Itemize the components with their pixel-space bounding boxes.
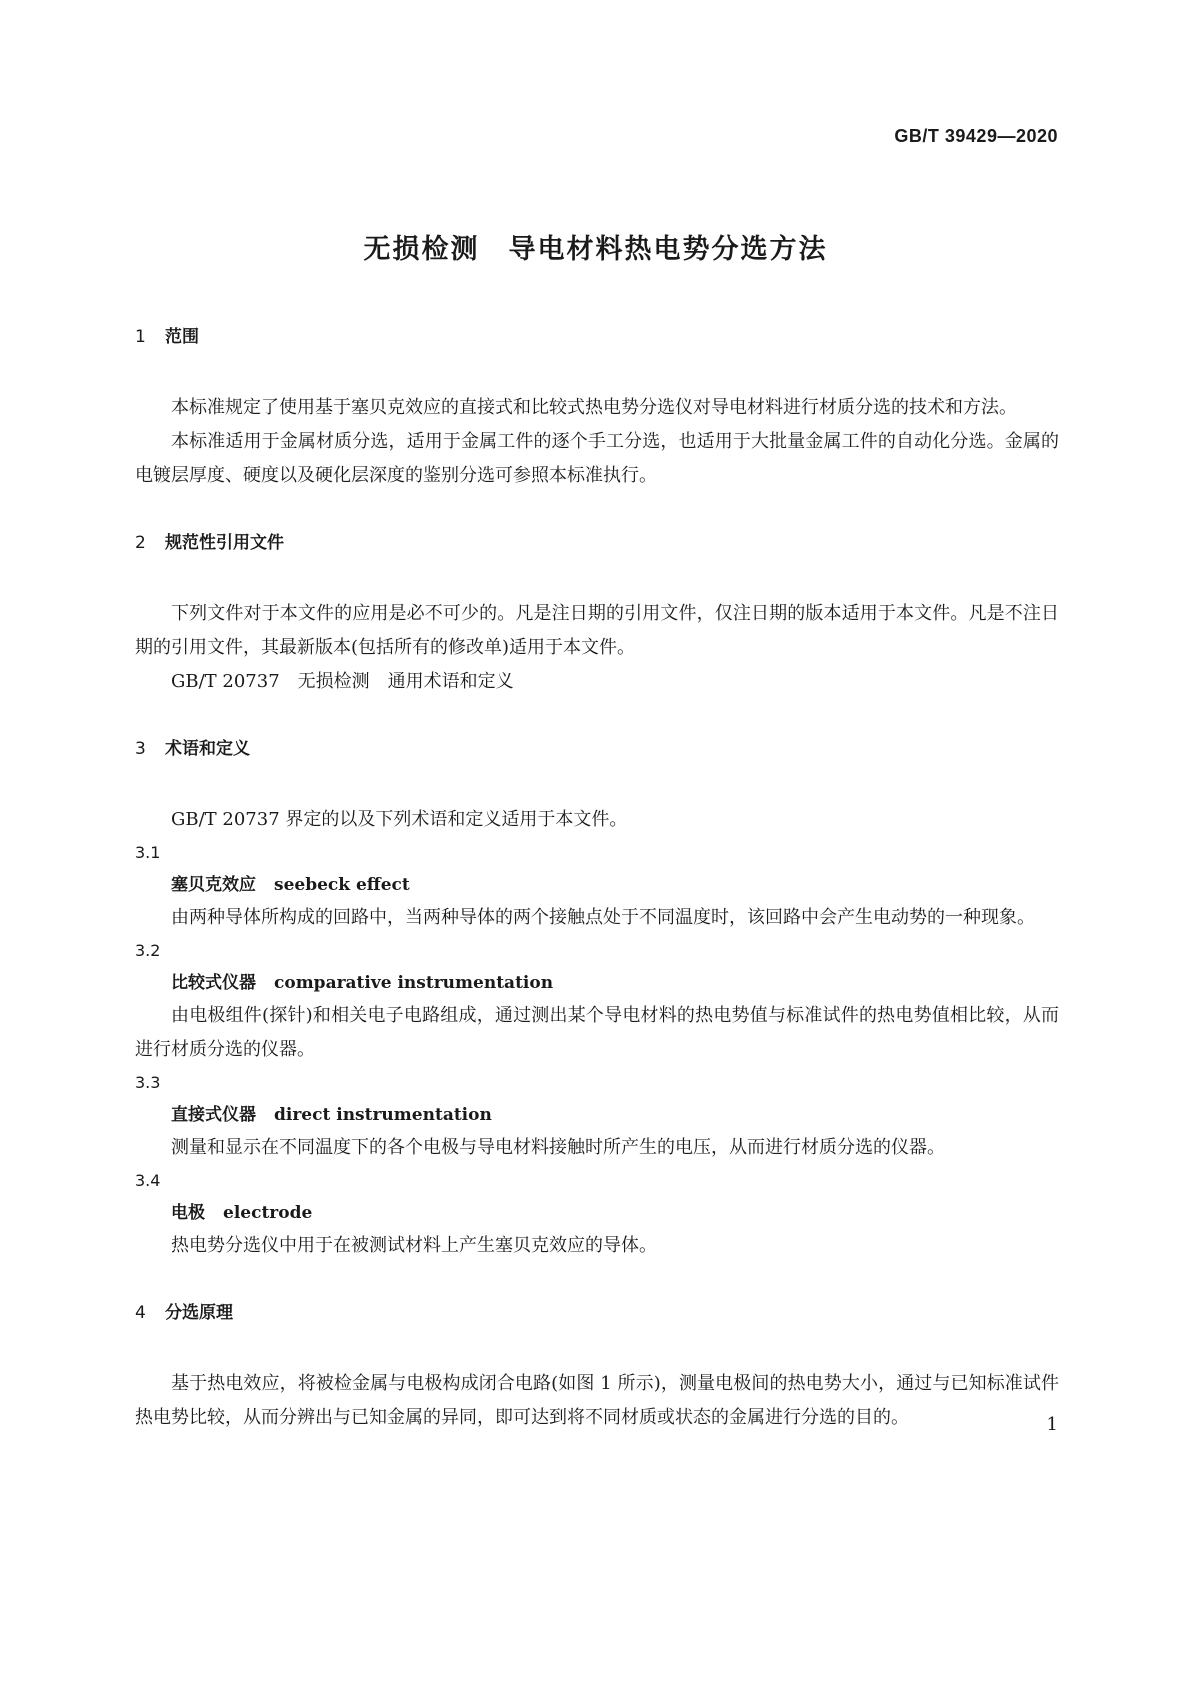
paragraph: 本标准规定了使用基于塞贝克效应的直接式和比较式热电势分选仪对导电材料进行材质分选的技术和方法。 — [171, 397, 1017, 418]
section-title: 范围 — [165, 327, 199, 347]
term-chinese: 直接式仪器 — [171, 1105, 256, 1125]
term-definition: 测量和显示在不同温度下的各个电极与导电材料接触时所产生的电压，从而进行材质分选的仪器。 — [171, 1137, 945, 1158]
section-number: 2 — [135, 533, 146, 553]
page-number: 1 — [1046, 1414, 1058, 1435]
section-title: 分选原理 — [165, 1303, 233, 1323]
term-chinese: 比较式仪器 — [171, 973, 256, 993]
term-english: direct instrumentation — [274, 1105, 492, 1125]
section-number: 4 — [135, 1303, 146, 1323]
section-number: 1 — [135, 327, 146, 347]
term-definition: 由两种导体所构成的回路中，当两种导体的两个接触点处于不同温度时，该回路中会产生电动势的一种现象。 — [171, 907, 1035, 928]
term-definition: 热电势分选仪中用于在被测试材料上产生塞贝克效应的导体。 — [171, 1235, 657, 1256]
section-4-heading — [135, 1301, 1059, 1325]
section-title: 术语和定义 — [165, 739, 250, 759]
term-number: 3.4 — [135, 1171, 161, 1190]
paragraph: 下列文件对于本文件的应用是必不可少的。凡是注日期的引用文件，仅注日期的版本适用于本文件。凡是不注日期的引用文件，其最新版本(包括所有的修改单)适用于本文件。 — [135, 603, 1059, 658]
term-english: seebeck effect — [274, 875, 410, 895]
section-2-heading — [135, 531, 1059, 555]
term-number: 3.3 — [135, 1073, 161, 1092]
term-english: electrode — [223, 1203, 313, 1223]
term-number: 3.2 — [135, 941, 161, 960]
term-title — [135, 967, 1059, 999]
section-title: 规范性引用文件 — [165, 533, 284, 553]
term-chinese: 塞贝克效应 — [171, 875, 256, 895]
term-number: 3.1 — [135, 843, 161, 862]
paragraph: 本标准适用于金属材质分选，适用于金属工件的逐个手工分选，也适用于大批量金属工件的自动化分选。金属的电镀层厚度、硬度以及硬化层深度的鉴别分选可参照本标准执行。 — [135, 431, 1059, 486]
terms-intro: GB/T 20737 界定的以及下列术语和定义适用于本文件。 — [171, 809, 628, 830]
term-definition: 由电极组件(探针)和相关电子电路组成，通过测出某个导电材料的热电势值与标准试件的热电势值相比较，从而进行材质分选的仪器。 — [135, 1005, 1059, 1060]
term-title — [135, 869, 1059, 901]
term-title — [135, 1197, 1059, 1229]
term-english: comparative instrumentation — [274, 973, 554, 993]
section-1-heading — [135, 325, 1059, 349]
document-body — [135, 325, 1059, 1435]
section-3-heading — [135, 737, 1059, 761]
document-title: 无损检测 导电材料热电势分选方法 — [363, 234, 828, 265]
normative-reference: GB/T 20737 无损检测 通用术语和定义 — [171, 671, 514, 692]
document-code: GB/T 39429—2020 — [894, 126, 1058, 146]
paragraph: 基于热电效应，将被检金属与电极构成闭合电路(如图 1 所示)，测量电极间的热电势大小，通过与已知标准试件热电势比较，从而分辨出与已知金属的异同，即可达到将不同材质或状态的金属进行分选的目的。 — [135, 1373, 1059, 1428]
section-number: 3 — [135, 739, 146, 759]
term-title — [135, 1099, 1059, 1131]
term-chinese: 电极 — [171, 1203, 205, 1223]
